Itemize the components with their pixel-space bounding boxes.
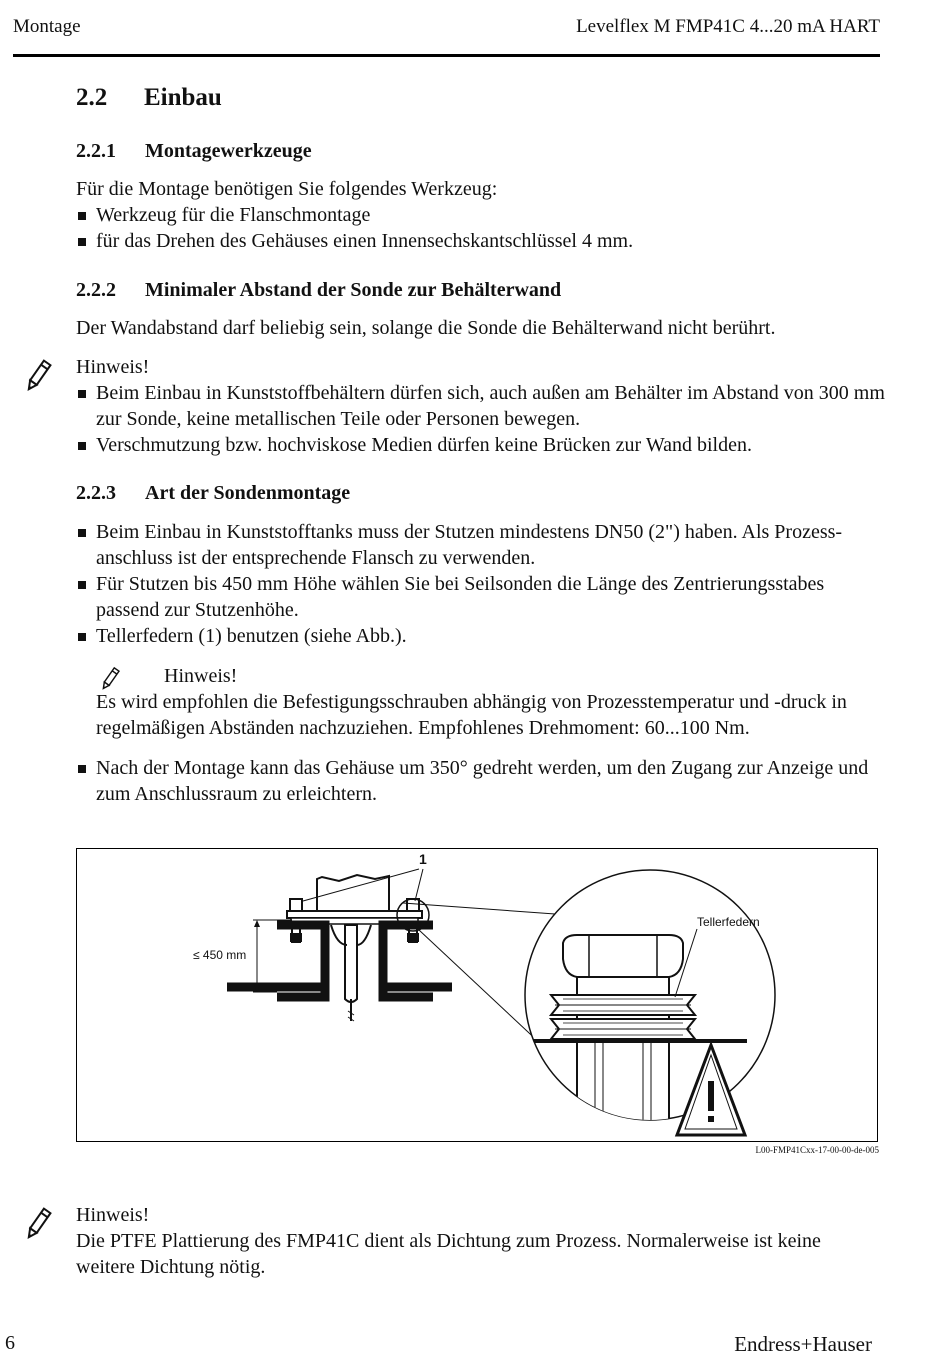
mounting-figure: [76, 848, 878, 1142]
inner-note-text: Es wird empfohlen die Befestigungsschrauben abhängig von Prozesstemperatur und -druck in regelmäßigen Abständen nachzuziehen. Empfohlenes Drehmoment: 60...100 Nm.: [96, 691, 847, 739]
note-list: [76, 380, 886, 458]
section-heading: [76, 84, 222, 112]
subsection-2-title: Minimaler Abstand der Sonde zur Behälterwand: [145, 279, 562, 301]
note-label: Hinweis!: [76, 356, 150, 378]
bottom-note-text: Die PTFE Plattierung des FMP41C dient als Dichtung zum Prozess. Normalerweise ist keine weitere Dichtung nötig.: [76, 1230, 821, 1278]
mounting-list-continued: [76, 755, 886, 807]
subsection-3-heading: [76, 482, 350, 505]
list-item: Werkzeug für die Flanschmontage: [76, 202, 886, 228]
header-right: Levelflex M FMP41C 4...20 mA HART: [576, 16, 880, 37]
disc-spring-label: Tellerfedern: [697, 915, 760, 929]
subsection-2-text: Der Wandabstand darf beliebig sein, solange die Sonde die Behälterwand nicht berührt.: [76, 317, 776, 339]
list-item: Nach der Montage kann das Gehäuse um 350° gedreht werden, um den Zugang zur Anzeige und zum Anschlussraum zu erleichtern.: [76, 755, 886, 807]
list-item: Beim Einbau in Kunststofftanks muss der Stutzen mindestens DN50 (2") haben. Als Prozess-anschluss ist der entsprechende Flansch zu verwenden.: [76, 519, 886, 571]
subsection-1-intro: Für die Montage benötigen Sie folgendes Werkzeug:: [76, 178, 498, 200]
subsection-3-number: 2.2.3: [76, 482, 116, 504]
pencil-note-icon: [20, 358, 56, 394]
subsection-1-heading: [76, 140, 312, 163]
header-left: Montage: [13, 16, 81, 37]
figure-code: L00-FMP41Cxx-17-00-00-de-005: [755, 1145, 879, 1155]
dimension-label: ≤ 450 mm: [193, 948, 247, 962]
mounting-list: [76, 519, 886, 649]
pencil-note-icon: [20, 1206, 56, 1242]
subsection-1-title: Montagewerkzeuge: [145, 140, 312, 162]
list-item: Verschmutzung bzw. hochviskose Medien dürfen keine Brücken zur Wand bilden.: [76, 432, 886, 458]
section-title: Einbau: [144, 84, 222, 111]
subsection-1-number: 2.2.1: [76, 140, 116, 162]
section-number: 2.2: [76, 84, 108, 111]
list-item: Tellerfedern (1) benutzen (siehe Abb.).: [76, 623, 886, 649]
header-rule: [13, 54, 880, 57]
callout-number: 1: [419, 851, 427, 867]
page-number: 6: [5, 1332, 15, 1354]
list-item: für das Drehen des Gehäuses einen Innensechskantschlüssel 4 mm.: [76, 228, 886, 254]
mounting-drawing: [77, 849, 877, 1141]
subsection-3-title: Art der Sondenmontage: [145, 482, 351, 504]
tool-list: [76, 202, 886, 254]
subsection-2-number: 2.2.2: [76, 279, 116, 301]
inner-note-label: Hinweis!: [164, 665, 238, 687]
list-item: Für Stutzen bis 450 mm Höhe wählen Sie bei Seilsonden die Länge des Zentrierungsstabes passend zur Stutzenhöhe.: [76, 571, 886, 623]
bottom-note-label: Hinweis!: [76, 1204, 150, 1226]
subsection-2-heading: [76, 279, 561, 302]
list-item: Beim Einbau in Kunststoffbehältern dürfen sich, auch außen am Behälter im Abstand von 300 mm zur Sonde, keine metallischen Teile oder Personen bewegen.: [76, 380, 886, 432]
brand-name: Endress+Hauser: [734, 1332, 872, 1356]
